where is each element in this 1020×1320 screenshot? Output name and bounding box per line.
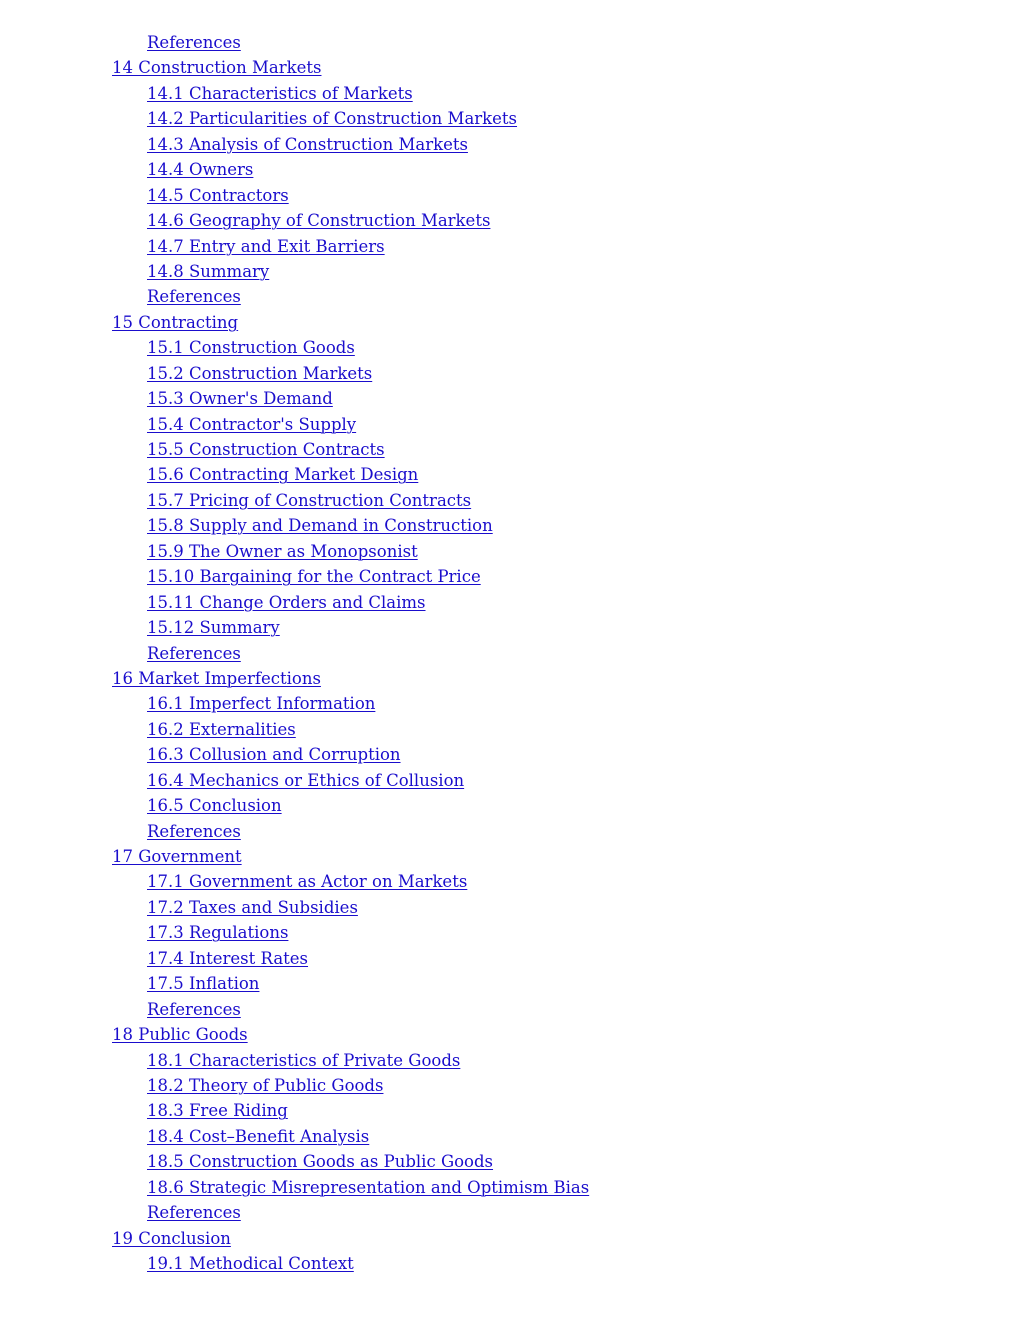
toc-section-entry xyxy=(0,1048,589,1073)
toc-section-entry xyxy=(0,335,589,360)
toc-chapter-link[interactable]: 17 Government xyxy=(112,847,242,866)
toc-section-link[interactable]: 16.5 Conclusion xyxy=(147,796,282,816)
toc-references-link[interactable]: References xyxy=(147,33,241,52)
toc-section-link[interactable]: 17.2 Taxes and Subsidies xyxy=(147,897,358,917)
toc-section-entry xyxy=(0,1251,589,1276)
toc-section-entry xyxy=(0,615,589,640)
toc-section-link[interactable]: 17.3 Regulations xyxy=(147,923,289,943)
toc-section-entry xyxy=(0,1149,589,1174)
toc-chapter-link[interactable]: 15 Contracting xyxy=(112,312,239,332)
toc-chapter-link[interactable]: 19 Conclusion xyxy=(112,1228,231,1248)
toc-section-entry xyxy=(0,1124,589,1149)
toc-section-entry xyxy=(0,869,589,894)
toc-section-entry xyxy=(0,157,589,182)
toc-section-entry xyxy=(0,106,589,131)
toc-section-entry xyxy=(0,1073,589,1098)
toc-references-link[interactable]: References xyxy=(147,999,241,1019)
toc-section-link[interactable]: 17.5 Inflation xyxy=(147,974,260,994)
toc-section-entry xyxy=(0,513,589,538)
toc-section-link[interactable]: 14.3 Analysis of Construction Markets xyxy=(147,134,468,154)
toc-section-entry xyxy=(0,234,589,259)
toc-chapter-entry xyxy=(0,844,589,869)
toc-section-entry xyxy=(0,742,589,767)
toc-section-link[interactable]: 18.6 Strategic Misrepresentation and Optimism Bias xyxy=(147,1177,590,1197)
toc-section-entry xyxy=(0,462,589,487)
toc-section-link[interactable]: 18.5 Construction Goods as Public Goods xyxy=(147,1152,494,1172)
toc-chapter-entry xyxy=(0,666,589,691)
toc-chapter-link[interactable]: 16 Market Imperfections xyxy=(112,668,321,688)
toc-section-entry xyxy=(0,946,589,971)
toc-section-link[interactable]: 16.2 Externalities xyxy=(147,719,296,739)
toc-section-entry xyxy=(0,717,589,742)
toc-section-link[interactable]: 17.1 Government as Actor on Markets xyxy=(147,872,468,892)
toc-section-link[interactable]: 14.1 Characteristics of Markets xyxy=(147,83,413,103)
toc-section-entry xyxy=(0,259,589,284)
toc-section-entry xyxy=(0,208,589,233)
toc-section-link[interactable]: 18.1 Characteristics of Private Goods xyxy=(147,1050,461,1070)
toc-section-link[interactable]: 18.4 Cost–Benefit Analysis xyxy=(147,1126,370,1146)
toc-section-entry xyxy=(0,691,589,716)
toc-section-link[interactable]: 15.1 Construction Goods xyxy=(147,338,355,358)
toc-section-link[interactable]: 17.4 Interest Rates xyxy=(147,948,309,968)
toc-section-link[interactable]: 16.4 Mechanics or Ethics of Collusion xyxy=(147,770,465,790)
toc-section-link[interactable]: 15.4 Contractor's Supply xyxy=(147,414,357,434)
toc-section-entry xyxy=(0,793,589,818)
toc-section-entry xyxy=(0,641,589,666)
toc-section-entry xyxy=(0,895,589,920)
toc-section-entry xyxy=(0,564,589,589)
toc-section-entry xyxy=(0,284,589,309)
toc-section-entry xyxy=(0,1175,589,1200)
toc-section-link[interactable]: 15.2 Construction Markets xyxy=(147,363,373,383)
toc-section-entry xyxy=(0,488,589,513)
toc-chapter-entry xyxy=(0,1226,589,1251)
toc-section-link[interactable]: 14.2 Particularities of Construction Markets xyxy=(147,109,518,129)
toc-section-entry xyxy=(0,30,589,55)
toc-section-entry xyxy=(0,1098,589,1123)
toc-section-link[interactable]: 15.6 Contracting Market Design xyxy=(147,465,419,485)
toc-section-entry xyxy=(0,81,589,106)
toc-chapter-entry xyxy=(0,55,589,80)
toc-section-entry xyxy=(0,386,589,411)
toc-section-entry xyxy=(0,997,589,1022)
toc-section-link[interactable]: 14.7 Entry and Exit Barriers xyxy=(147,236,385,256)
toc-section-link[interactable]: 15.12 Summary xyxy=(147,618,280,638)
toc-section-link[interactable]: 19.1 Methodical Context xyxy=(147,1254,354,1273)
toc-section-entry xyxy=(0,1200,589,1225)
toc-section-link[interactable]: 15.11 Change Orders and Claims xyxy=(147,592,426,612)
toc-section-link[interactable]: 18.3 Free Riding xyxy=(147,1101,288,1121)
toc-section-entry xyxy=(0,412,589,437)
toc-section-entry xyxy=(0,437,589,462)
toc-references-link[interactable]: References xyxy=(147,821,241,841)
toc-section-link[interactable]: 14.8 Summary xyxy=(147,261,270,281)
toc-references-link[interactable]: References xyxy=(147,643,241,663)
toc-section-link[interactable]: 15.9 The Owner as Monopsonist xyxy=(147,541,418,561)
toc-section-link[interactable]: 14.5 Contractors xyxy=(147,185,289,205)
toc-section-entry xyxy=(0,920,589,945)
toc-chapter-entry xyxy=(0,1022,589,1047)
toc-section-entry xyxy=(0,132,589,157)
toc-references-link[interactable]: References xyxy=(147,1203,241,1223)
toc-section-link[interactable]: 15.3 Owner's Demand xyxy=(147,389,333,409)
toc-section-entry xyxy=(0,361,589,386)
toc-section-link[interactable]: 15.7 Pricing of Construction Contracts xyxy=(147,490,472,510)
toc-references-link[interactable]: References xyxy=(147,287,241,307)
toc-section-link[interactable]: 16.3 Collusion and Corruption xyxy=(147,745,401,765)
toc-chapter-link[interactable]: 14 Construction Markets xyxy=(112,58,322,78)
toc-section-link[interactable]: 15.8 Supply and Demand in Construction xyxy=(147,516,493,536)
toc-section-link[interactable]: 15.10 Bargaining for the Contract Price xyxy=(147,567,481,587)
toc-section-entry xyxy=(0,183,589,208)
toc-section-entry xyxy=(0,768,589,793)
toc-section-link[interactable]: 14.6 Geography of Construction Markets xyxy=(147,211,491,231)
toc-section-link[interactable]: 15.5 Construction Contracts xyxy=(147,440,385,459)
toc-section-link[interactable]: 18.2 Theory of Public Goods xyxy=(147,1075,384,1095)
toc-section-entry xyxy=(0,971,589,996)
toc-chapter-link[interactable]: 18 Public Goods xyxy=(112,1025,248,1045)
toc-section-link[interactable]: 16.1 Imperfect Information xyxy=(147,694,376,714)
toc-section-link[interactable]: 14.4 Owners xyxy=(147,160,254,180)
toc-chapter-entry xyxy=(0,310,589,335)
toc-section-entry xyxy=(0,539,589,564)
toc-section-entry xyxy=(0,819,589,844)
table-of-contents xyxy=(0,30,589,1276)
toc-section-entry xyxy=(0,590,589,615)
